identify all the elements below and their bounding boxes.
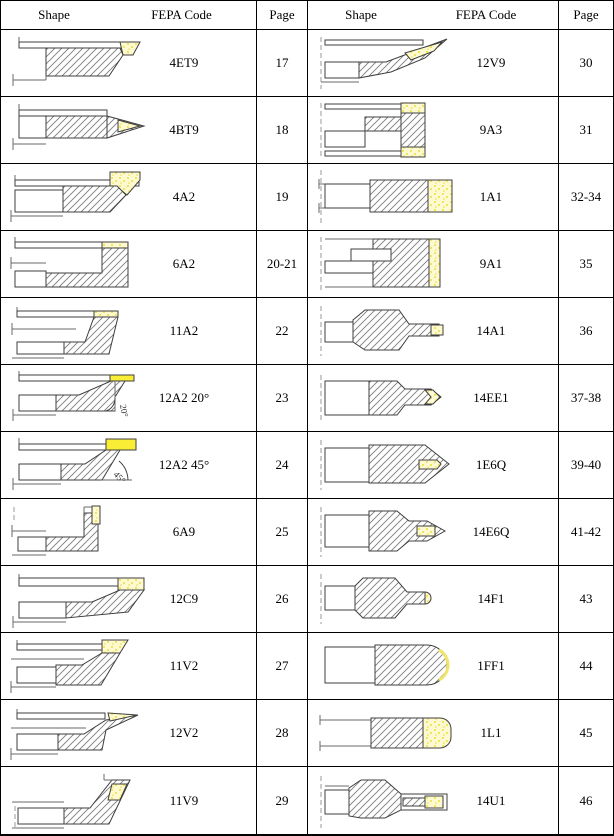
shape-cell xyxy=(1,767,256,834)
page-number: 39-40 xyxy=(570,457,602,472)
page-number: 18 xyxy=(275,122,289,137)
table-row xyxy=(1,700,307,767)
page-cell xyxy=(256,767,307,834)
page-cell xyxy=(256,164,307,230)
table-row xyxy=(308,499,613,566)
fepa-code-label: 4A2 xyxy=(172,189,196,204)
fepa-code-label: 12C9 xyxy=(169,591,199,606)
page-cell xyxy=(256,97,307,163)
shape-cell xyxy=(308,700,558,766)
fepa-code-label: 9A1 xyxy=(479,256,503,271)
table-row xyxy=(1,164,307,231)
fepa-code-label: 1E6Q xyxy=(475,457,507,472)
page-number: 17 xyxy=(275,55,289,70)
fepa-code-label: 1L1 xyxy=(480,725,502,740)
shape-cell xyxy=(308,633,558,699)
table-row xyxy=(308,767,613,834)
shape-cell xyxy=(1,365,256,431)
shape-cell xyxy=(308,298,558,364)
page-number: 41-42 xyxy=(570,524,602,539)
table-row xyxy=(308,432,613,499)
page-cell xyxy=(256,30,307,96)
header-fepa-label: FEPA Code xyxy=(151,7,212,22)
page-cell xyxy=(558,298,613,364)
fepa-code-label: 6A2 xyxy=(172,256,196,271)
page-number: 45 xyxy=(579,725,593,740)
table-row xyxy=(308,298,613,365)
shape-cell xyxy=(1,499,256,565)
table-row xyxy=(1,231,307,298)
page-cell xyxy=(558,566,613,632)
table-row xyxy=(1,767,307,834)
table-row xyxy=(308,566,613,633)
page-number: 43 xyxy=(579,591,593,606)
table-row xyxy=(1,365,307,432)
header-fepa-label: FEPA Code xyxy=(455,7,517,22)
page-number: 22 xyxy=(275,323,289,338)
fepa-code-label: 1A1 xyxy=(479,189,503,204)
table-row xyxy=(308,700,613,767)
table-row xyxy=(1,566,307,633)
fepa-code-label: 14U1 xyxy=(476,792,506,808)
fepa-code-label: 14F1 xyxy=(477,591,505,606)
page-number: 29 xyxy=(275,792,289,808)
fepa-code-label: 12A2 20° xyxy=(158,390,210,405)
page-number: 24 xyxy=(275,457,289,472)
header-page-label: Page xyxy=(269,7,295,22)
page-number: 23 xyxy=(275,390,289,405)
header-row xyxy=(1,1,307,30)
shape-cell xyxy=(308,499,558,565)
shape-cell xyxy=(1,432,256,498)
table-row xyxy=(308,30,613,97)
page-number: 20-21 xyxy=(266,256,298,271)
shape-cell xyxy=(308,365,558,431)
table-row xyxy=(308,365,613,432)
shape-cell xyxy=(1,700,256,766)
page-number: 26 xyxy=(275,591,289,606)
page-cell xyxy=(558,432,613,498)
page-cell xyxy=(256,633,307,699)
table-left-half xyxy=(1,1,308,834)
page-number: 19 xyxy=(275,189,289,204)
page-cell xyxy=(558,700,613,766)
fepa-code-label: 12A2 45° xyxy=(158,457,210,472)
page-cell xyxy=(558,633,613,699)
page-number: 36 xyxy=(579,323,593,338)
svg-text:45°: 45° xyxy=(111,469,128,486)
page-cell xyxy=(256,700,307,766)
header-page-cell xyxy=(256,1,307,29)
table-row xyxy=(308,164,613,231)
table-row xyxy=(1,97,307,164)
shape-cell xyxy=(308,97,558,163)
table-row xyxy=(308,97,613,164)
shape-cell xyxy=(1,566,256,632)
page-cell xyxy=(256,231,307,297)
page-number: 37-38 xyxy=(570,390,602,405)
page-number: 25 xyxy=(275,524,289,539)
svg-text:20°: 20° xyxy=(118,403,131,418)
header-shape-fepa-cell xyxy=(308,1,558,29)
header-page-cell xyxy=(558,1,613,29)
header-shape-label: Shape xyxy=(38,7,70,22)
shape-cell xyxy=(308,432,558,498)
page-cell xyxy=(558,767,613,834)
table-row xyxy=(1,30,307,97)
table-right-half xyxy=(308,1,613,834)
fepa-code-label: 12V2 xyxy=(169,725,199,740)
page-cell xyxy=(558,97,613,163)
page-cell xyxy=(256,432,307,498)
header-shape-fepa-cell xyxy=(1,1,256,29)
page-number: 28 xyxy=(275,725,289,740)
table-row xyxy=(1,633,307,700)
fepa-code-label: 6A9 xyxy=(172,524,196,539)
table-row xyxy=(308,633,613,700)
fepa-code-label: 14EE1 xyxy=(473,390,509,405)
page-cell xyxy=(256,298,307,364)
table-row xyxy=(1,432,307,499)
shape-cell xyxy=(1,164,256,230)
shape-cell xyxy=(1,231,256,297)
table-row xyxy=(308,231,613,298)
header-row xyxy=(308,1,613,30)
page-number: 31 xyxy=(579,122,593,137)
page-cell xyxy=(558,365,613,431)
header-page-label: Page xyxy=(573,7,599,22)
fepa-code-label: 11A2 xyxy=(169,323,199,338)
header-shape-label: Shape xyxy=(345,7,377,22)
fepa-code-label: 11V9 xyxy=(169,792,199,808)
table-row xyxy=(1,298,307,365)
page-number: 35 xyxy=(579,256,593,271)
shape-cell xyxy=(1,30,256,96)
page-cell xyxy=(256,499,307,565)
fepa-code-label: 1FF1 xyxy=(477,658,505,673)
shape-cell xyxy=(1,97,256,163)
page-number: 27 xyxy=(275,658,289,673)
fepa-code-label: 4BT9 xyxy=(169,122,199,137)
page-number: 44 xyxy=(579,658,593,673)
fepa-code-label: 11V2 xyxy=(169,658,199,673)
page-number: 32-34 xyxy=(570,189,602,204)
table-row xyxy=(1,499,307,566)
page-cell xyxy=(256,365,307,431)
fepa-code-label: 14E6Q xyxy=(472,524,510,539)
shape-cell xyxy=(308,164,558,230)
page-cell xyxy=(256,566,307,632)
shape-cell xyxy=(1,633,256,699)
fepa-code-label: 4ET9 xyxy=(169,55,199,70)
fepa-code-label: 9A3 xyxy=(479,122,503,137)
page-number: 46 xyxy=(579,792,593,808)
shape-cell xyxy=(308,767,558,834)
page-number: 30 xyxy=(579,55,593,70)
shape-cell xyxy=(308,566,558,632)
shape-cell xyxy=(308,231,558,297)
page-cell xyxy=(558,231,613,297)
shape-cell xyxy=(308,30,558,96)
page-cell xyxy=(558,499,613,565)
page-cell xyxy=(558,30,613,96)
shape-cell xyxy=(1,298,256,364)
fepa-code-label: 14A1 xyxy=(476,323,506,338)
page-cell xyxy=(558,164,613,230)
fepa-code-label: 12V9 xyxy=(476,55,506,70)
